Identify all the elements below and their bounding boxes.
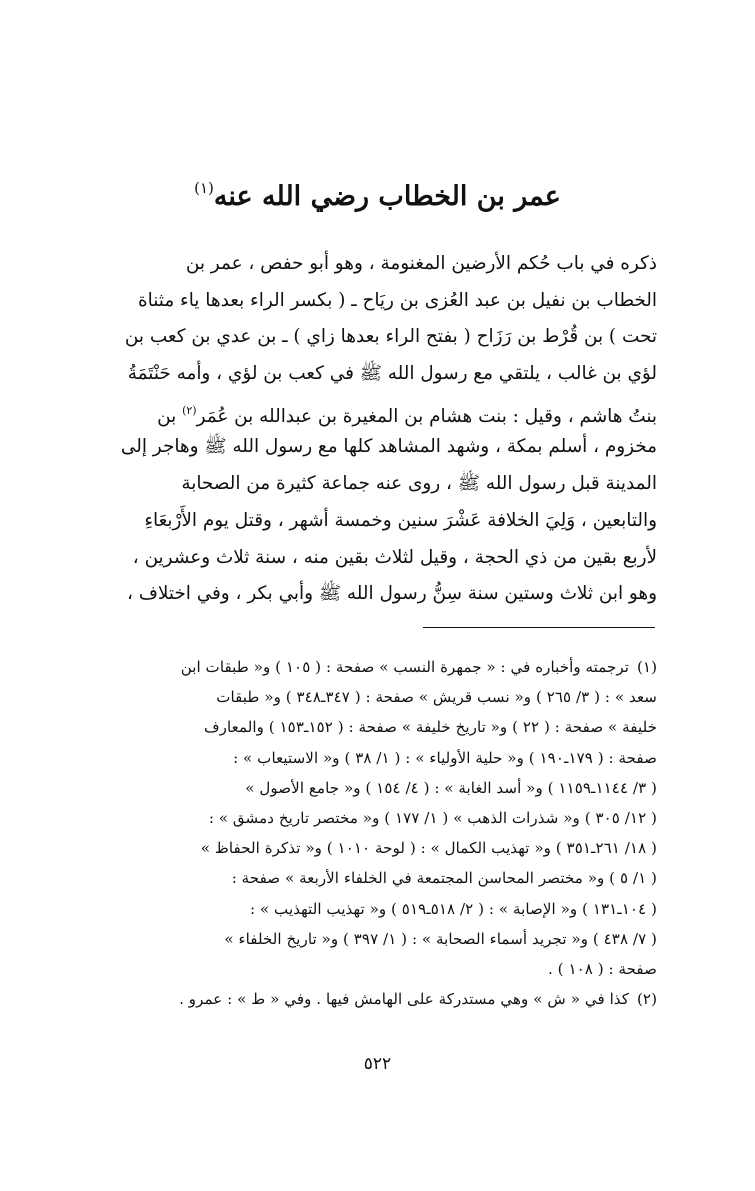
body-line-8: والتابعين ، وَلِيَ الخلافة عَشْرَ سنين وخمسة أشهر ، وقتل يوم الأَرْبعَاءِ — [144, 509, 657, 531]
page-title — [0, 168, 755, 217]
body-line-2: الخطاب بن نفيل بن عبد العُزى بن ريَاح ـ ( بكسر الراء بعدها ياء مثناة — [138, 289, 657, 311]
footnote-2-number: (٢) — [636, 990, 657, 1009]
body-line-6: مخزوم ، أسلم بمكة ، وشهد المشاهد كلها مع رسول الله ﷺ وهاجر إلى — [120, 436, 657, 458]
title-text: عمر بن الخطاب رضي الله عنه — [213, 181, 561, 212]
footnote-1-line-10: ( ٧/ ٤٣٨ ) و« تجريد أسماء الصحابة » : ( ١/ ٣٩٧ ) و« تاريخ الخلفاء » — [224, 929, 657, 948]
footnote-1-line-11: صفحة : ( ١٠٨ ) . — [548, 959, 657, 978]
body-line-4: لؤي بن غالب ، يلتقي مع رسول الله ﷺ في كعب بن لؤي ، وأمه حَنْتَمَةُ — [127, 363, 657, 385]
footnote-2-line-1 — [95, 984, 657, 1014]
footnotes — [95, 652, 657, 1014]
footnote-1-line-3: خليفة » صفحة : ( ٢٢ ) و« تاريخ خليفة » صفحة : ( ١٥٢ـ١٥٣ ) والمعارف — [203, 718, 657, 737]
body-line-3: تحت ) بن قُرْط بن رَزَاح ( بفتح الراء بعدها زاي ) ـ بن عدي بن كعب بن — [124, 326, 657, 348]
footnote-1-line-8: ( ١/ ٥ ) و« مختصر المحاسن المجتمعة في الخلفاء الأربعة » صفحة : — [231, 869, 657, 888]
footnote-1-line-6: ( ١٢/ ٣٠٥ ) و« شذرات الذهب » ( ١/ ١٧٧ ) و« مختصر تاريخ دمشق » : — [208, 808, 657, 827]
body-footnote-ref-2: (٢) — [182, 403, 197, 417]
footnote-1-line-2: سعد » : ( ٣/ ٢٦٥ ) و« نسب قريش » صفحة : ( ٣٤٧ـ٣٤٨ ) و« طبقات — [216, 688, 657, 707]
body-line-5 — [95, 393, 657, 430]
footnote-1-line-4: صفحة : ( ١٧٩ـ١٩٠ ) و« حلية الأولياء » : ( ١/ ٣٨ ) و« الاستيعاب » : — [233, 748, 657, 767]
body-line-7: المدينة قبل رسول الله ﷺ ، روى عنه جماعة كثيرة من الصحابة — [181, 473, 657, 495]
footnote-divider — [423, 627, 655, 628]
body-line-5-text: بنتُ هاشم ، وقيل : بنت هشام بن المغيرة بن عبدالله بن عُمَر — [196, 405, 657, 427]
footnote-1-line-7: ( ١٨/ ٢٦١ـ٣٥١ ) و« تهذيب الكمال » : ( لوحة ١٠١٠ ) و« تذكرة الحفاظ » — [200, 839, 657, 858]
body-line-5-tail: بن — [157, 405, 183, 427]
page-number: ٥٢٢ — [363, 1054, 392, 1074]
footnote-1-line-5: ( ٣/ ١١٤٤ـ١١٥٩ ) و« أسد الغابة » : ( ٤/ ١٥٤ ) و« جامع الأصول » — [245, 778, 657, 797]
footnote-1-number: (١) — [636, 658, 657, 676]
body-line-10: وهو ابن ثلاث وستين سنة سِنُّ رسول الله ﷺ وأبي بكر ، وفي اختلاف ، — [127, 583, 657, 605]
body-line-1: ذكره في باب حُكم الأرضين المغنومة ، وهو أبو حفص ، عمر بن — [185, 253, 657, 274]
title-footnote-ref: (١) — [194, 179, 214, 197]
footnote-1-line-9: ( ١٠٤ـ١٣١ ) و« الإصابة » : ( ٢/ ٥١٨ـ٥١٩ ) و« تهذيب التهذيب » : — [249, 899, 657, 918]
footnote-1-line-1 — [95, 652, 657, 682]
body-paragraph — [95, 246, 657, 613]
footnote-1-line-1-text: ترجمته وأخباره في : « جمهرة النسب » صفحة : ( ١٠٥ ) و« طبقات ابن — [180, 658, 629, 676]
footnote-2-text: كذا في « ش » وهي مستدركة على الهامش فيها . وفي « ط » : عمرو . — [179, 990, 629, 1009]
body-line-9: لأربع بقين من ذي الحجة ، وقيل لثلاث بقين منه ، سنة ثلاث وعشرين ، — [132, 546, 657, 568]
